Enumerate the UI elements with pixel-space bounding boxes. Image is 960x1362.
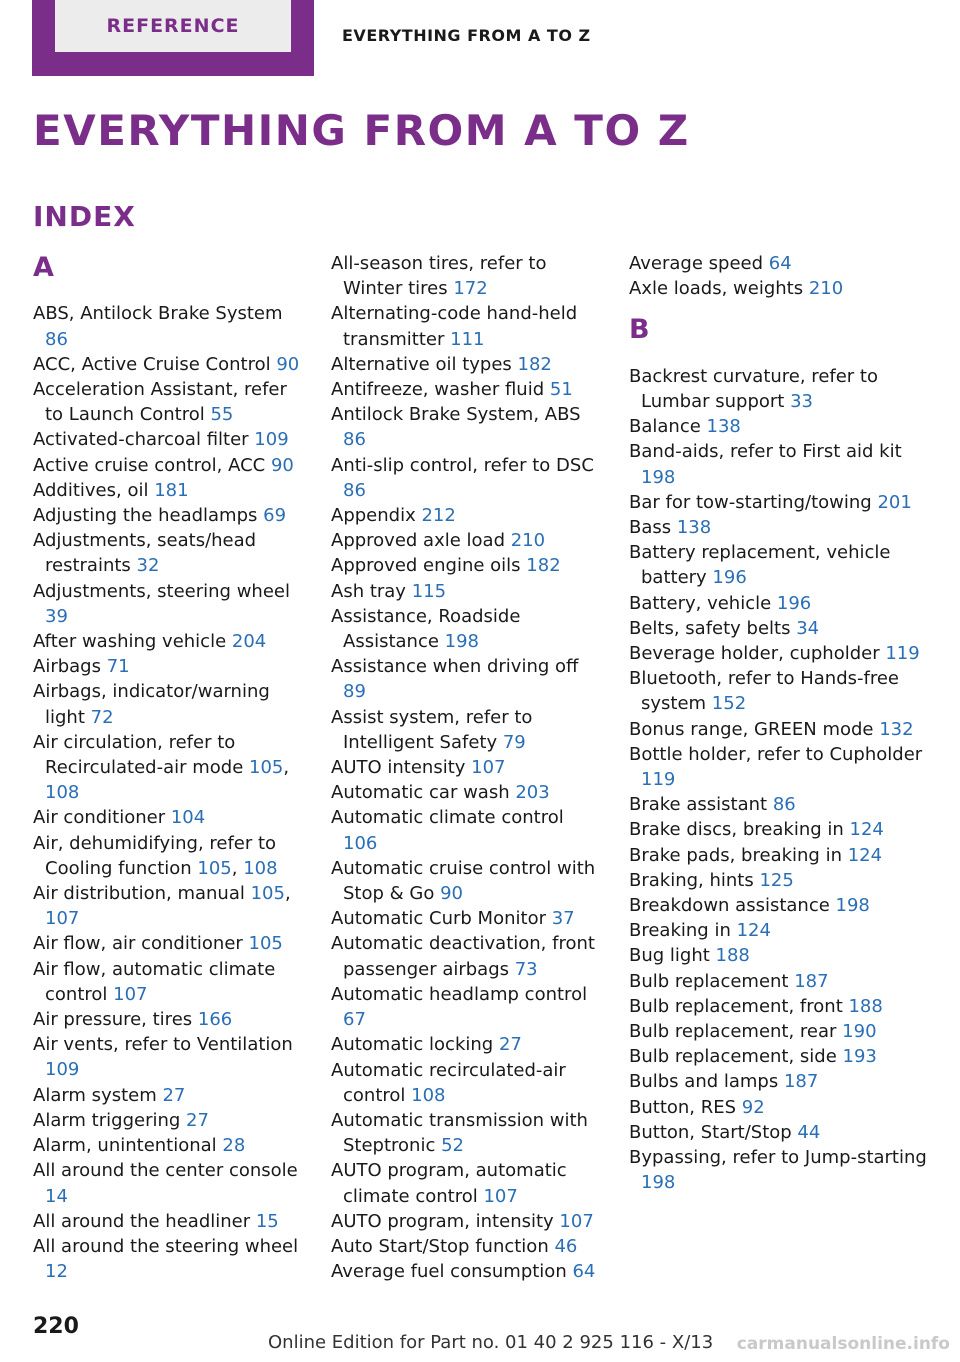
page-reference-link[interactable]: 71	[106, 656, 130, 678]
index-entry	[331, 553, 601, 578]
index-entry	[331, 402, 601, 452]
index-entry	[331, 1209, 601, 1234]
page-reference-link[interactable]: 105	[250, 883, 285, 905]
index-entry-text: Anti-slip control, refer to DSC	[331, 454, 594, 476]
index-entry-text: After washing vehicle	[33, 631, 232, 653]
page-reference-link[interactable]: 204	[231, 631, 267, 653]
page-reference-link[interactable]: 64	[768, 253, 792, 274]
index-entry-text: Assistance, Roadside Assistance	[331, 605, 521, 653]
index-entry-text: Antilock Brake System, ABS	[331, 404, 581, 426]
index-entry	[33, 453, 301, 478]
index-entry-text: Bypassing, refer to Jump-starting	[629, 1147, 927, 1169]
index-entry-text: Breakdown assistance	[629, 895, 836, 917]
index-entry	[33, 629, 301, 654]
index-entry-text: Bug light	[629, 945, 716, 967]
page-reference-link[interactable]: 15	[255, 1210, 279, 1232]
page-reference-link[interactable]: 107	[45, 908, 80, 930]
index-entry	[331, 1058, 601, 1108]
page-reference-link[interactable]: 108	[411, 1084, 446, 1106]
page-reference-link[interactable]: 187	[783, 1071, 819, 1093]
page-reference-link[interactable]: 92	[741, 1096, 765, 1118]
index-entry-text: AUTO program, intensity	[331, 1210, 560, 1232]
index-entry-text: Air pressure, tires	[33, 1009, 198, 1031]
edition-footer: Online Edition for Part no. 01 40 2 925 116 - X/13	[268, 1332, 714, 1353]
index-entry	[629, 515, 929, 540]
page-reference-link[interactable]: 124	[736, 920, 771, 942]
index-entry-text: All-season tires, refer to Winter tires	[331, 253, 547, 300]
index-entry-text: Automatic transmission with Steptronic	[331, 1109, 588, 1157]
index-entry	[33, 528, 301, 578]
index-entry-text: Battery, vehicle	[629, 592, 777, 614]
index-entry-text: Auto Start/Stop function	[331, 1235, 555, 1257]
page-reference-link[interactable]: 89	[343, 681, 366, 703]
page-reference-link[interactable]: 86	[772, 794, 796, 816]
index-entry	[33, 1234, 301, 1284]
index-entry	[629, 792, 929, 817]
index-entry-text: Assist system, refer to Intelligent Safety	[331, 706, 533, 753]
page-reference-link[interactable]: 188	[715, 945, 750, 967]
page-reference-link[interactable]: 119	[885, 643, 920, 665]
index-entry	[33, 1158, 301, 1208]
page-reference-link[interactable]: 64	[572, 1261, 596, 1283]
page-reference-link[interactable]: 14	[45, 1185, 68, 1207]
page-reference-link[interactable]: 46	[554, 1235, 578, 1257]
index-entry	[331, 377, 601, 402]
index-entry-text: Battery replacement, vehicle battery	[629, 542, 891, 589]
index-entry-text: Average speed	[629, 253, 769, 274]
index-entry-text: Beverage holder, cupholder	[629, 643, 886, 665]
page-reference-link[interactable]: 105	[197, 857, 232, 879]
page-reference-link[interactable]: 193	[842, 1046, 877, 1068]
page-reference-link[interactable]: 72	[90, 706, 114, 728]
page-reference-link[interactable]: 172	[453, 278, 488, 300]
index-entry	[629, 1145, 929, 1195]
index-entry-text: Appendix	[331, 505, 422, 527]
index-entry-text: Bulb replacement, rear	[629, 1021, 843, 1043]
page-reference-link[interactable]: 115	[411, 580, 447, 602]
index-letter-heading: B	[629, 314, 650, 346]
index-entry-text: Bass	[629, 517, 677, 539]
index-entry-text: All around the headliner	[33, 1210, 256, 1232]
page-reference-link[interactable]: 196	[776, 592, 812, 614]
index-entry-text: Airbags	[33, 656, 107, 678]
index-entry	[629, 868, 929, 893]
index-entry-text: Airbags, indicator/warning light	[33, 681, 270, 728]
index-entry-text: Automatic Curb Monitor	[331, 908, 552, 930]
index-column-1	[33, 251, 301, 1284]
index-entry-text: Brake assistant	[629, 794, 773, 816]
page-reference-link[interactable]: 198	[444, 631, 479, 653]
index-entry	[33, 1133, 301, 1158]
index-entry	[33, 679, 301, 729]
index-entry	[331, 453, 601, 503]
index-entry-text: Button, RES	[629, 1096, 742, 1118]
page-reference-link[interactable]: 86	[45, 328, 68, 350]
index-entry	[331, 503, 601, 528]
index-entry-text: Activated-charcoal filter	[33, 429, 255, 451]
page-reference-link[interactable]: 138	[676, 517, 712, 539]
page-reference-link[interactable]: 107	[559, 1210, 594, 1232]
page-reference-link[interactable]: 104	[170, 807, 206, 829]
index-entry-text: Approved engine oils	[331, 555, 527, 577]
index-entry	[331, 780, 601, 805]
index-entry	[629, 540, 929, 590]
page-reference-link[interactable]: 198	[835, 895, 870, 917]
page-reference-link[interactable]: 203	[515, 782, 550, 804]
index-entry-text: Additives, oil	[33, 479, 155, 501]
index-entry	[629, 439, 929, 489]
index-entry-text: Alarm triggering	[33, 1109, 187, 1131]
index-entry-text: Air conditioner	[33, 807, 171, 829]
page-reference-link[interactable]: 105	[249, 757, 284, 779]
page-reference-link[interactable]: 187	[794, 970, 829, 992]
index-entry	[331, 579, 601, 604]
index-entry-text: Active cruise control, ACC	[33, 454, 271, 476]
page-reference-link[interactable]: 138	[706, 416, 741, 438]
index-entry-text: Automatic recirculated-air control	[331, 1059, 566, 1106]
page-reference-link[interactable]: 107	[471, 757, 506, 779]
index-entry-text: Braking, hints	[629, 869, 760, 891]
index-entry	[331, 1108, 601, 1158]
index-entry-text: Air, dehumidifying, refer to Cooling function	[33, 832, 277, 879]
index-entry-text: Bulbs and lamps	[629, 1071, 784, 1093]
index-entry-text: Automatic car wash	[331, 782, 516, 804]
index-entry-text: ACC, Active Cruise Control	[33, 353, 277, 375]
page-reference-link[interactable]: 67	[343, 1009, 366, 1031]
index-entry	[629, 717, 929, 742]
page-reference-link[interactable]: 90	[440, 883, 463, 905]
index-entry	[33, 427, 301, 452]
index-entry-text: Air circulation, refer to Recirculated-air mode	[33, 731, 249, 779]
index-entry-text: Brake discs, breaking in	[629, 819, 850, 841]
section-title: EVERYTHING FROM A TO Z	[342, 26, 591, 45]
page-reference-link[interactable]: 182	[517, 353, 552, 375]
page-reference-link[interactable]: 44	[797, 1121, 821, 1143]
page-reference-link[interactable]: 198	[641, 466, 676, 488]
index-entry-text: Adjusting the headlamps	[33, 505, 264, 527]
index-entry-text: Air distribution, manual	[33, 883, 251, 905]
index-entry-text: Axle loads, weights	[629, 278, 809, 300]
page-reference-link[interactable]: 108	[243, 857, 278, 879]
page-reference-link[interactable]: 109	[254, 429, 289, 451]
index-entry	[331, 1158, 601, 1208]
index-entry	[629, 969, 929, 994]
index-entry: Air circulation, refer to Recirculated-air mode 105, 108	[33, 731, 290, 804]
page-reference-link[interactable]: 182	[526, 555, 561, 577]
index-entry	[629, 591, 929, 616]
page-reference-link[interactable]: 33	[790, 391, 813, 412]
index-entry-text: ABS, Antilock Brake System	[33, 303, 283, 325]
index-entry	[629, 666, 929, 716]
index-entry-text: Breaking in	[629, 920, 737, 942]
index-entry	[331, 856, 601, 906]
page-reference-link[interactable]: 190	[842, 1021, 877, 1043]
page-reference-link[interactable]: 52	[441, 1135, 464, 1157]
index-entry-text: AUTO program, automatic climate control	[331, 1160, 567, 1207]
index-entry	[629, 918, 929, 943]
index-entry-text: Belts, safety belts	[629, 617, 797, 639]
index-entry	[331, 982, 601, 1032]
page-reference-link[interactable]: 69	[263, 505, 287, 527]
page-reference-link[interactable]: 212	[421, 505, 456, 527]
index-entry-text: Bluetooth, refer to Hands-free system	[629, 668, 899, 715]
page-reference-link[interactable]: 188	[848, 995, 883, 1017]
index-entry-text: Automatic locking	[331, 1034, 499, 1056]
index-entry-text: Assistance when driving off	[331, 656, 579, 678]
index-entry	[629, 1095, 929, 1120]
index-heading: INDEX	[33, 200, 136, 233]
index-entry	[331, 906, 601, 931]
index-entry-text: Automatic cruise control with Stop & Go	[331, 857, 596, 905]
page-reference-link[interactable]: 107	[113, 983, 148, 1005]
index-entry	[629, 364, 929, 414]
page-reference-link[interactable]: 90	[276, 353, 300, 375]
index-entry	[629, 1120, 929, 1145]
index-entry	[33, 352, 301, 377]
index-entry	[331, 301, 601, 351]
page-reference-link[interactable]: 210	[510, 530, 546, 552]
index-entry	[33, 654, 301, 679]
page-reference-link[interactable]: 107	[483, 1185, 518, 1207]
page-reference-link[interactable]: 79	[502, 731, 526, 753]
page-reference-link[interactable]: 124	[847, 844, 883, 866]
page-reference-link[interactable]: 34	[796, 617, 820, 639]
index-entry-text: Alternating-code hand-held transmitter	[331, 303, 578, 350]
index-entry-text: Acceleration Assistant, refer to Launch Control	[33, 379, 287, 426]
index-entry	[331, 705, 601, 755]
page-reference-link[interactable]: 201	[877, 491, 912, 513]
index-column-2	[331, 251, 601, 1284]
index-entry	[331, 528, 601, 553]
index-entry	[629, 817, 929, 842]
page-reference-link[interactable]: 55	[210, 404, 234, 426]
page-reference-link[interactable]: 39	[45, 605, 68, 627]
index-entry	[629, 616, 929, 641]
page-reference-link[interactable]: 51	[549, 379, 573, 401]
page-reference-link[interactable]: 111	[450, 328, 485, 350]
index-entry-text: Ash tray	[331, 580, 412, 602]
index-entry-text: Alarm system	[33, 1084, 163, 1106]
index-entry-text: Automatic climate control	[331, 807, 564, 829]
page-reference-link[interactable]: 181	[154, 479, 189, 501]
index-entry-text: All around the steering wheel	[33, 1235, 299, 1257]
index-letter-heading: A	[33, 252, 54, 283]
index-entry-text: Adjustments, steering wheel	[33, 580, 290, 602]
index-entry	[33, 1083, 301, 1108]
index-entry	[33, 579, 301, 629]
page-reference-link[interactable]: 28	[222, 1135, 246, 1157]
page-reference-link[interactable]: 109	[45, 1059, 80, 1081]
page-reference-link[interactable]: 198	[641, 1172, 676, 1194]
index-entry-text: Approved axle load	[331, 530, 511, 552]
index-entry	[33, 478, 301, 503]
page-reference-link[interactable]: 86	[343, 429, 366, 451]
index-entry	[33, 503, 301, 528]
index-entry	[33, 1032, 301, 1082]
index-entry-text: Bar for tow-starting/towing	[629, 491, 878, 513]
index-entry-text: Air vents, refer to Ventilation	[33, 1034, 293, 1056]
page-reference-link[interactable]: 119	[641, 769, 676, 791]
index-entry-text: Bottle holder, refer to Cupholder	[629, 743, 923, 765]
index-entry-text: Band-aids, refer to First aid kit	[629, 441, 902, 463]
index-entry: Air, dehumidifying, refer to Cooling function 105, 108	[33, 832, 278, 879]
index-entry	[33, 1108, 301, 1133]
index-entry	[629, 893, 929, 918]
index-entry-text: Brake pads, breaking in	[629, 844, 848, 866]
index-entry	[33, 1209, 301, 1234]
index-entry	[33, 377, 301, 427]
index-entry-text: Alternative oil types	[331, 353, 518, 375]
page-reference-link[interactable]: 37	[551, 908, 575, 930]
page-reference-link[interactable]: 125	[759, 869, 794, 891]
index-entry	[629, 276, 929, 301]
index-entry	[331, 604, 601, 654]
index-entry-text: Average fuel consumption	[331, 1261, 573, 1283]
index-entry	[629, 1019, 929, 1044]
page-reference-link[interactable]: 124	[849, 819, 884, 841]
page-reference-link[interactable]: 27	[186, 1109, 209, 1131]
index-entry	[331, 1032, 601, 1057]
page-number: 220	[33, 1314, 79, 1339]
page-reference-link[interactable]: 12	[45, 1261, 68, 1283]
index-entry	[331, 1234, 601, 1259]
index-column-3	[629, 251, 929, 1196]
page-reference-link[interactable]: 73	[514, 958, 538, 980]
index-entry	[33, 805, 301, 830]
page-reference-link[interactable]: 108	[45, 782, 80, 804]
index-entry-text: Adjustments, seats/head restraints	[33, 530, 257, 577]
index-entry	[629, 1044, 929, 1069]
index-entry	[629, 414, 929, 439]
index-entry-text: Bulb replacement, front	[629, 995, 849, 1017]
index-entry-text: Antifreeze, washer fluid	[331, 379, 550, 401]
index-entry	[33, 301, 301, 351]
index-entry-text: Automatic headlamp control	[331, 983, 588, 1005]
page-reference-link[interactable]: 105	[248, 933, 283, 955]
section-tab-reference: REFERENCE	[55, 0, 291, 52]
index-entry-text: Air flow, air conditioner	[33, 933, 249, 955]
watermark: carmanualsonline.info	[736, 1334, 950, 1354]
index-entry	[331, 805, 601, 855]
page-reference-link[interactable]: 152	[711, 693, 747, 715]
page-reference-link[interactable]: 132	[879, 718, 914, 740]
index-entry	[331, 755, 601, 780]
page-reference-link[interactable]: 166	[197, 1009, 233, 1031]
index-entry	[33, 957, 301, 1007]
page-reference-link[interactable]: 196	[712, 567, 747, 589]
page-reference-link[interactable]: 90	[270, 454, 294, 476]
page-title: EVERYTHING FROM A TO Z	[33, 106, 690, 155]
page-reference-link[interactable]: 106	[343, 832, 378, 854]
index-entry	[331, 251, 601, 301]
index-entry	[629, 251, 929, 276]
index-entry-text: Automatic deactivation, front passenger airbags	[331, 933, 595, 980]
page-reference-link[interactable]: 27	[498, 1034, 522, 1056]
index-entry	[629, 843, 929, 868]
index-entry-text: Balance	[629, 416, 707, 438]
index-entry	[331, 1259, 601, 1284]
index-entry-text: Bulb replacement	[629, 970, 795, 992]
index-entry	[629, 1069, 929, 1094]
index-entry	[33, 931, 301, 956]
index-entry	[629, 994, 929, 1019]
index-entry-text: Air flow, automatic climate control	[33, 958, 276, 1005]
index-entry	[331, 352, 601, 377]
page-reference-link[interactable]: 210	[808, 278, 844, 300]
index-entry-text: Bonus range, GREEN mode	[629, 718, 880, 740]
index-entry	[629, 641, 929, 666]
page-reference-link[interactable]: 27	[162, 1084, 186, 1106]
index-entry: Air distribution, manual 105, 107	[33, 883, 291, 930]
index-entry	[331, 931, 601, 981]
index-entry	[331, 654, 601, 704]
index-entry-text: All around the center console	[33, 1160, 298, 1182]
index-entry	[629, 943, 929, 968]
index-entry-text: Alarm, unintentional	[33, 1135, 223, 1157]
index-entry	[629, 490, 929, 515]
index-entry	[33, 1007, 301, 1032]
page-reference-link[interactable]: 32	[136, 555, 160, 577]
page-reference-link[interactable]: 86	[343, 479, 366, 501]
index-entry-text: Button, Start/Stop	[629, 1121, 798, 1143]
index-entry-text: AUTO intensity	[331, 757, 472, 779]
index-entry	[629, 742, 929, 792]
index-entry-text: Bulb replacement, side	[629, 1046, 843, 1068]
index-entry-text: Backrest curvature, refer to Lumbar support	[629, 365, 878, 412]
